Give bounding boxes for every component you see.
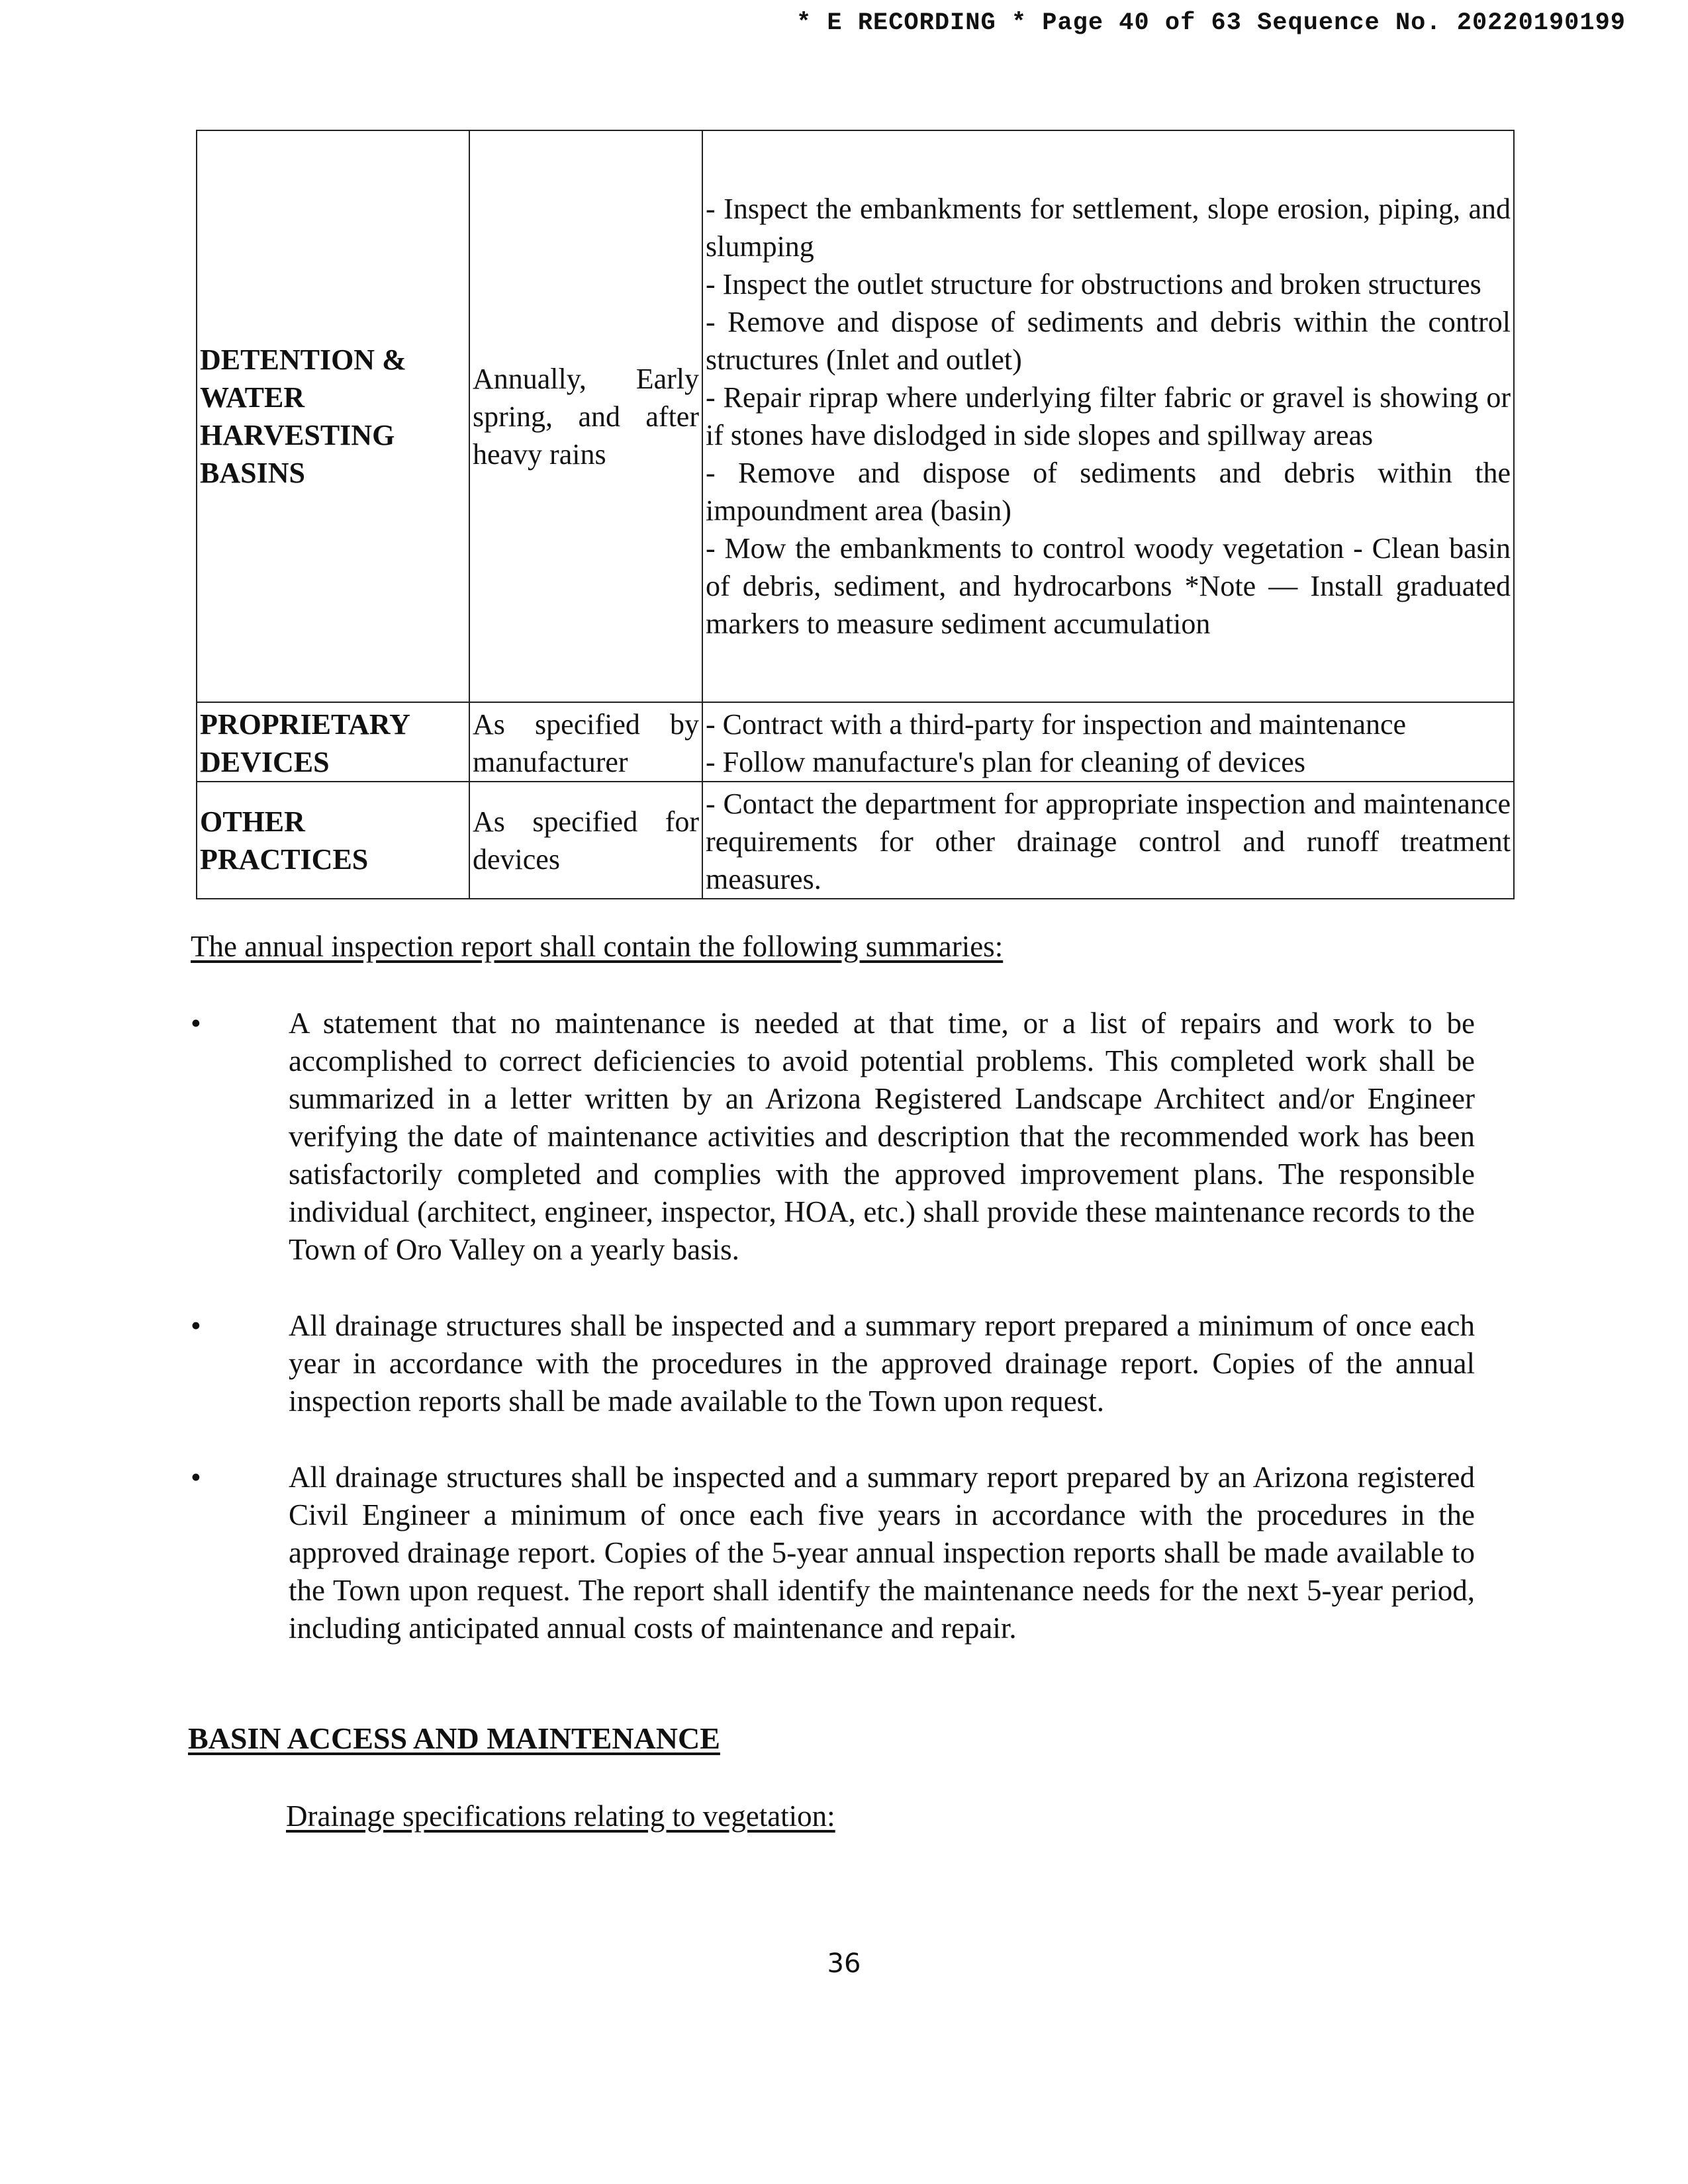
- task-item: - Follow manufacture's plan for cleaning of devices: [706, 746, 1305, 778]
- list-item-text: All drainage structures shall be inspected and a summary report prepared by an Arizona registered Civil Engineer a minimum of once each five years in accordance with the procedures in the approved drainage report. Copies of the 5-year annual inspection reports shall be made available to the Town upon request. The report shall identify the maintenance needs for the next 5-year period, including anticipated annual costs of maintenance and repair.: [289, 1461, 1475, 1645]
- task-item: - Remove and dispose of sediments and debris within the control structures (Inlet and outlet): [706, 306, 1511, 376]
- section-subheading: Drainage specifications relating to vegetation:: [286, 1799, 835, 1833]
- task-item: - Repair riprap where underlying filter fabric or gravel is showing or if stones have dislodged in side slopes and spillway areas: [706, 381, 1511, 451]
- frequency-cell: [469, 130, 702, 702]
- table-row: [197, 782, 1514, 899]
- list-item: [191, 1459, 1475, 1647]
- bullet-icon: •: [191, 1309, 201, 1342]
- report-intro: The annual inspection report shall contain the following summaries:: [191, 930, 1004, 963]
- task-item: - Remove and dispose of sediments and debris within the impoundment area (basin): [706, 457, 1511, 527]
- practice-cell: OTHER PRACTICES: [197, 782, 469, 899]
- table-row: [197, 130, 1514, 702]
- bullet-icon: •: [191, 1007, 201, 1040]
- page-number: 36: [827, 1948, 861, 1979]
- task-item: - Mow the embankments to control woody vegetation - Clean basin of debris, sediment, and hydrocarbons *Note — Install graduated markers to measure sediment accumulation: [706, 532, 1511, 640]
- list-item-text: All drainage structures shall be inspected and a summary report prepared a minimum of once each year in accordance with the procedures in the approved drainage report. Copies of the annual inspection reports shall be made available to the Town upon request.: [289, 1309, 1475, 1418]
- task-item: - Inspect the outlet structure for obstructions and broken structures: [706, 268, 1481, 300]
- task-item: - Inspect the embankments for settlement, slope erosion, piping, and slumping: [706, 193, 1511, 263]
- summary-list: [191, 1005, 1475, 1647]
- list-item-text: A statement that no maintenance is needed at that time, or a list of repairs and work to be accomplished to correct deficiencies to avoid potential problems. This completed work shall be summarized in a letter written by an Arizona Registered Landscape Architect and/or Engineer verifying the date of maintenance activities and description that the recommended work has been satisfactorily completed and complies with the approved improvement plans. The responsible individual (architect, engineer, inspector, HOA, etc.) shall provide these maintenance records to the Town of Oro Valley on a yearly basis.: [289, 1007, 1475, 1266]
- frequency-cell: [469, 702, 702, 782]
- maintenance-table: [196, 130, 1515, 899]
- tasks-cell: [702, 130, 1514, 702]
- frequency-text: As specified for devices: [473, 805, 699, 876]
- tasks-cell: [702, 782, 1514, 899]
- bullet-icon: •: [191, 1461, 201, 1494]
- frequency-cell: [469, 782, 702, 899]
- practice-cell: DETENTION & WATER HARVESTING BASINS: [197, 130, 469, 702]
- section-heading: BASIN ACCESS AND MAINTENANCE: [188, 1721, 720, 1755]
- table-row: [197, 702, 1514, 782]
- frequency-text: As specified by manufacturer: [473, 708, 699, 778]
- list-item: [191, 1307, 1475, 1420]
- frequency-text: Annually, Early spring, and after heavy rains: [473, 362, 699, 471]
- task-item: - Contact the department for appropriate inspection and maintenance requirements for other drainage control and runoff treatment measures.: [706, 788, 1511, 895]
- recording-header: * E RECORDING * Page 40 of 63 Sequence No. 20220190199: [796, 9, 1626, 37]
- practice-cell: PROPRIETARY DEVICES: [197, 702, 469, 782]
- tasks-cell: [702, 702, 1514, 782]
- list-item: [191, 1005, 1475, 1269]
- task-item: - Contract with a third-party for inspection and maintenance: [706, 708, 1407, 741]
